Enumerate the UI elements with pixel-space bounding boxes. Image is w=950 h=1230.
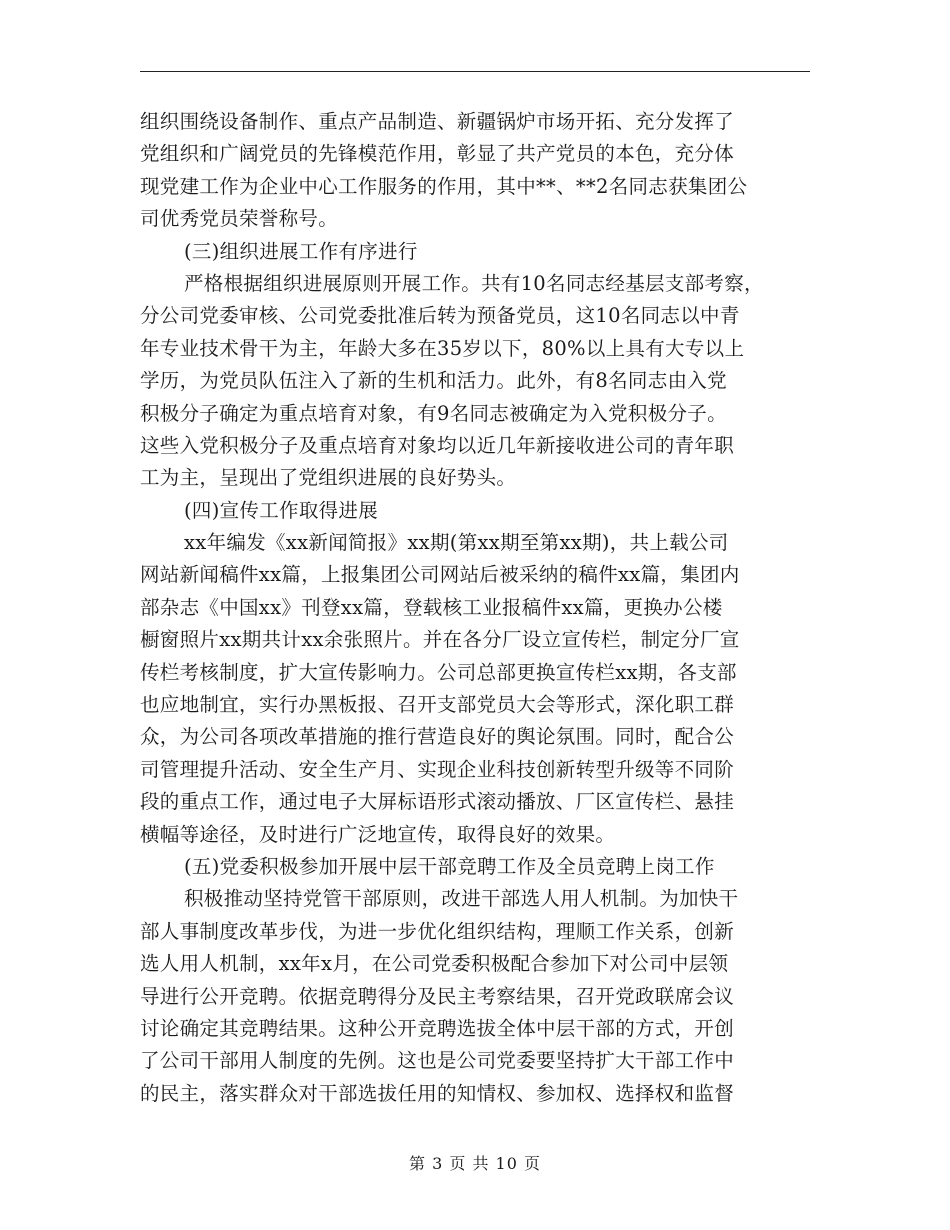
text-line: 讨论确定其竞聘结果。这种公开竞聘选拔全体中层干部的方式，开创: [140, 1016, 735, 1040]
text-line: (四)宣传工作取得进展: [184, 498, 379, 522]
text-line: 也应地制宜，实行办黑板报、召开支部党员大会等形式，深化职工群: [140, 693, 735, 717]
text-line: 组织围绕设备制作、重点产品制造、新疆锅炉市场开拓、充分发挥了: [140, 110, 735, 133]
text-line: 积极推动坚持党管干部原则，改进干部选人用人机制。为加快干: [184, 887, 739, 911]
text-line: xx年编发《xx新闻简报》xx期(第xx期至第xx期)，共上载公司: [184, 531, 729, 555]
text-line: 分公司党委审核、公司党委批准后转为预备党员，这10名同志以中青: [140, 304, 740, 328]
text-line: 部杂志《中国xx》刊登xx篇，登载核工业报稿件xx篇，更换办公楼: [140, 595, 723, 619]
text-line: 现党建工作为企业中心工作服务的作用，其中**、**2名同志获集团公: [140, 174, 748, 198]
text-line: 导进行公开竞聘。依据竞聘得分及民主考察结果，召开党政联席会议: [140, 984, 735, 1008]
text-line: 横幅等途径，及时进行广泛地宣传，取得良好的效果。: [140, 822, 616, 846]
text-line: 这些入党积极分子及重点培育对象均以近几年新接收进公司的青年职: [140, 433, 735, 457]
text-line: 部人事制度改革步伐，为进一步优化组织结构，理顺工作关系，创新: [140, 919, 735, 943]
page-footer: 第 3 页 共 10 页: [409, 1154, 541, 1173]
header-rule: [140, 71, 810, 72]
text-line: 段的重点工作，通过电子大屏标语形式滚动播放、厂区宣传栏、悬挂: [140, 790, 735, 814]
text-line: 积极分子确定为重点培育对象，有9名同志被确定为入党积极分子。: [140, 401, 727, 425]
body-text: [140, 106, 820, 1110]
text-line: 司优秀党员荣誉称号。: [140, 207, 339, 231]
text-line: (五)党委积极参加开展中层干部竞聘工作及全员竞聘上岗工作: [184, 854, 715, 878]
text-line: 选人用人机制，xx年x月，在公司党委积极配合参加下对公司中层领: [140, 952, 729, 976]
text-line: 学历，为党员队伍注入了新的生机和活力。此外，有8名同志由入党: [140, 369, 727, 393]
text-line: 党组织和广阔党员的先锋模范作用，彰显了共产党员的本色，充分体: [140, 142, 735, 166]
text-line: 网站新闻稿件xx篇，上报集团公司网站后被采纳的稿件xx篇，集团内: [140, 563, 740, 587]
text-line: 众，为公司各项改革措施的推行营造良好的舆论氛围。同时，配合公: [140, 725, 735, 749]
text-line: (三)组织进展工作有序进行: [184, 239, 418, 263]
text-line: 的民主，落实群众对干部选拔任用的知情权、参加权、选择权和监督: [140, 1081, 735, 1105]
text-line: 了公司干部用人制度的先例。这也是公司党委要坚持扩大干部工作中: [140, 1049, 735, 1073]
text-line: 年专业技术骨干为主，年龄大多在35岁以下，80%以上具有大专以上: [140, 336, 745, 360]
text-line: 司管理提升活动、安全生产月、实现企业科技创新转型升级等不同阶: [140, 757, 735, 781]
text-line: 传栏考核制度，扩大宣传影响力。公司总部更换宣传栏xx期，各支部: [140, 660, 737, 684]
text-line: 严格根据组织进展原则开展工作。共有10名同志经基层支部考察，: [184, 271, 764, 295]
text-line: 工为主，呈现出了党组织进展的良好势头。: [140, 466, 517, 490]
text-line: 橱窗照片xx期共计xx余张照片。并在各分厂设立宣传栏，制定分厂宣: [140, 628, 740, 652]
